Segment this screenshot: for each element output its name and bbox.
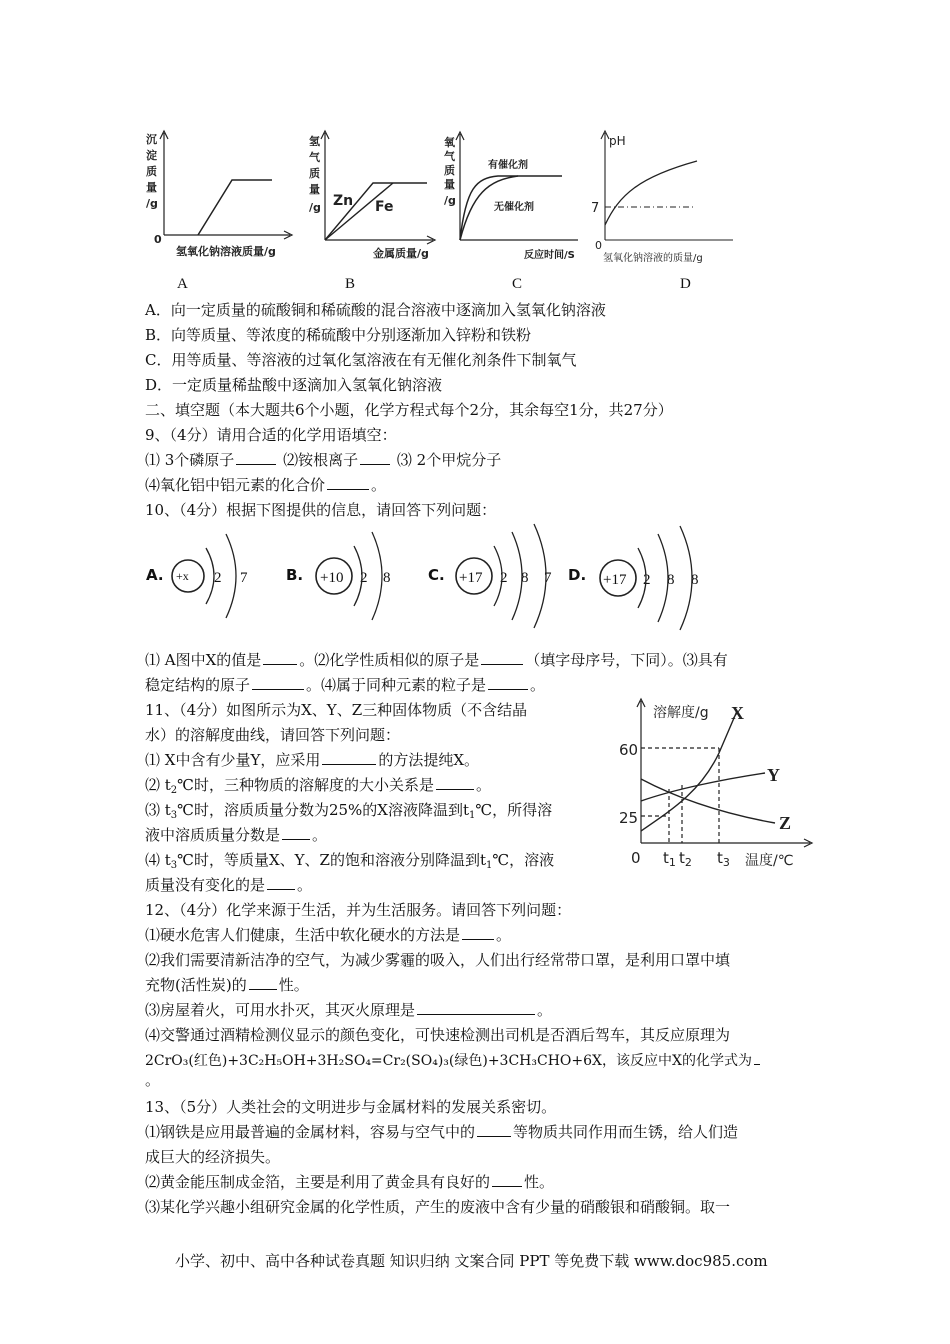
answer-blank[interactable] [327, 475, 369, 490]
atom-d-shell-3: 8 [691, 572, 699, 588]
q13-line-3: ⑵黄金能压制成金箔，主要是利用了黄金具有良好的 性。 [145, 1173, 555, 1191]
caption-b: B [345, 276, 356, 292]
graph-b-fe-label: Fe [375, 199, 394, 215]
answer-blank[interactable] [322, 750, 376, 765]
graph-d-xlabel: 氢氧化钠溶液的质量/g [603, 253, 703, 264]
graph-d-curve [605, 161, 697, 225]
page-footer: 小学、初中、高中各种试卷真题 知识归纳 文案合同 PPT 等免费下载 www.doc985.com [175, 1252, 768, 1270]
q9-title: 9、（4分）请用合适的化学用语填空： [145, 426, 397, 444]
graph-c-ylabel-4: 量 [444, 178, 455, 191]
graph-a-ylabel-5: /g [146, 197, 158, 210]
graph-c-ylabel-5: /g [444, 194, 456, 207]
atom-c-shell-3: 7 [544, 570, 552, 586]
answer-blank[interactable] [236, 450, 276, 465]
q10-line-2: 稳定结构的原子 。⑷属于同种元素的粒子是 。 [145, 676, 546, 694]
sol-z-label: Z [779, 813, 792, 833]
sol-origin: 0 [631, 849, 641, 867]
option-a: A．向一定质量的硫酸铜和稀硫酸的混合溶液中逐滴加入氢氧化钠溶液 [145, 301, 606, 319]
atom-c-label: C. [428, 566, 445, 584]
q11-line-1: 11、（4分）如图所示为X、Y、Z三种固体物质（不含结晶 [145, 701, 528, 719]
graph-a-origin: 0 [154, 233, 162, 246]
caption-c: C [512, 276, 523, 292]
q11-line-2: 水）的溶解度曲线，请回答下列问题： [145, 726, 401, 744]
answer-blank[interactable] [360, 450, 390, 465]
graph-b-zn-label: Zn [333, 193, 354, 209]
graph-b-ylabel-3: 质 [309, 167, 320, 180]
q12-line-5: ⑷交警通过酒精检测仪显示的颜色变化，可快速检测出司机是否酒后驾车，其反应原理为 [145, 1026, 731, 1044]
atom-d-shell-2: 8 [667, 572, 675, 588]
atom-d-charge: +17 [603, 572, 627, 588]
sol-x-curve [641, 711, 737, 831]
graph-d-ylabel: pH [609, 134, 626, 148]
sol-tick-60: 60 [619, 741, 639, 759]
graph-b-ylabel-5: /g [309, 201, 321, 214]
answer-blank[interactable] [282, 825, 310, 840]
q11-line-8: 质量没有变化的是 。 [145, 876, 313, 894]
sol-y-label: Y [767, 765, 780, 785]
solubility-chart [615, 693, 815, 878]
q11-line-4: ⑵ $t_2℃$时，三种物质的溶解度的大小关系是 。 [145, 776, 491, 796]
sol-tick-25: 25 [619, 809, 639, 827]
answer-blank[interactable] [477, 1122, 511, 1137]
graph-b-xlabel: 金属质量/g [373, 247, 429, 260]
answer-blank[interactable] [492, 1172, 522, 1187]
q13-title: 13、（5分）人类社会的文明进步与金属材料的发展关系密切。 [145, 1098, 557, 1116]
answer-blank[interactable] [481, 650, 523, 665]
atom-a-shell-2: 7 [240, 570, 248, 586]
graph-d-tick-7: 7 [591, 201, 600, 216]
graph-c-ylabel-2: 气 [444, 150, 455, 163]
q12-line-3: 充物(活性炭)的 性。 [145, 976, 309, 994]
answer-blank[interactable] [488, 675, 528, 690]
answer-blank[interactable] [252, 675, 304, 690]
q9-part-4: ⑷氧化铝中铝元素的化合价 [145, 476, 326, 494]
graph-a-ylabel-4: 量 [146, 181, 157, 194]
graph-a [140, 125, 300, 270]
q13-line-4: ⑶某化学兴趣小组研究金属的化学性质，产生的废液中含有少量的硝酸银和硝酸铜。取一 [145, 1198, 731, 1216]
atom-a-label: A. [146, 566, 164, 584]
sol-ylabel: 溶解度/g [653, 705, 709, 721]
q9-part-2: ⑵铵根离子 [283, 451, 359, 469]
answer-blank[interactable] [436, 775, 474, 790]
graph-c-ylabel-3: 质 [444, 164, 455, 177]
caption-d: D [680, 276, 691, 292]
answer-blank[interactable] [754, 1050, 760, 1065]
atom-d-label: D. [568, 566, 587, 584]
q9-part-1: ⑴ 3个磷原子 [145, 451, 235, 469]
answer-blank[interactable] [249, 975, 277, 990]
answer-blank[interactable] [263, 650, 297, 665]
option-c: C．用等质量、等溶液的过氧化氢溶液在有无催化剂条件下制氧气 [145, 351, 577, 369]
graph-c-xlabel: 反应时间/S [524, 250, 575, 261]
answer-blank[interactable] [417, 1000, 535, 1015]
answer-blank[interactable] [267, 875, 295, 890]
atom-b-shell-2: 8 [383, 570, 391, 586]
q10-title: 10、（4分）根据下图提供的信息，请回答下列问题： [145, 501, 497, 519]
graph-d-origin: 0 [595, 239, 602, 252]
q12-line-2: ⑵我们需要清新洁净的空气，为减少雾霾的吸入，人们出行经常带口罩，是利用口罩中填 [145, 951, 731, 969]
atom-b-label: B. [286, 566, 304, 584]
section-2-heading: 二、填空题（本大题共6个小题，化学方程式每个2分，其余每空1分，共27分） [145, 401, 673, 419]
sol-t3-label: $t_3$ [717, 849, 730, 869]
graph-c-ylabel-1: 氧 [444, 136, 455, 149]
option-b: B．向等质量、等浓度的稀硫酸中分别逐渐加入锌粉和铁粉 [145, 326, 532, 344]
option-d: D．一定质量稀盐酸中逐滴加入氢氧化钠溶液 [145, 376, 443, 394]
q11-line-3: ⑴ X中含有少量Y，应采用 的方法提纯X。 [145, 751, 480, 769]
q11-line-5: ⑶ $t_3℃$时，溶质质量分数为25%的X溶液降温到$t_1℃$，所得溶 [145, 801, 553, 821]
sol-xlabel: 温度/℃ [745, 853, 794, 869]
atom-c-shell-2: 8 [521, 570, 529, 586]
q11-line-7: ⑷ $t_3℃$时，等质量X、Y、Z的饱和溶液分别降温到$t_1℃$，溶液 [145, 851, 555, 871]
graph-a-ylabel-3: 质 [146, 165, 157, 178]
q12-line-7: 。 [145, 1071, 161, 1089]
graph-a-ylabel-1: 沉 [146, 133, 157, 146]
graph-a-ylabel-2: 淀 [146, 149, 157, 162]
caption-a: A [177, 276, 188, 292]
q9-part-3: ⑶ 2个甲烷分子 [396, 451, 502, 469]
atom-b-shell-1: 2 [360, 570, 368, 586]
atom-c-charge: +17 [459, 570, 483, 586]
graph-b [305, 125, 440, 270]
sol-t2-label: $t_2$ [679, 849, 692, 869]
atom-diagrams [140, 518, 730, 636]
sol-x-label: X [731, 703, 744, 723]
sol-y-curve [641, 773, 765, 801]
graph-c [438, 128, 588, 268]
atom-c-shell-1: 2 [500, 570, 508, 586]
answer-blank[interactable] [462, 925, 494, 940]
graph-a-xlabel: 氢氧化钠溶液质量/g [176, 245, 276, 258]
q12-title: 12、（4分）化学来源于生活，并为生活服务。请回答下列问题： [145, 901, 572, 919]
q9-line-1 [145, 450, 501, 470]
graph-c-catalyst-label: 有催化剂 [488, 160, 528, 171]
q13-line-1: ⑴钢铁是应用最普遍的金属材料，容易与空气中的 等物质共同作用而生锈，给人们造 [145, 1123, 739, 1141]
q12-line-6: 2CrO₃(红色)+3C₂H₅OH+3H₂SO₄=Cr₂(SO₄)₃(绿色)+3CH₃CHO+6X，该反应中X的化学式为 [145, 1050, 762, 1071]
q10-line-1: ⑴ A图中X的值是 。⑵化学性质相似的原子是 （填字母序号，下同）。⑶具有 [145, 651, 728, 669]
q13-line-2: 成巨大的经济损失。 [145, 1148, 281, 1166]
q12-line-4: ⑶房屋着火，可用水扑灭，其灭火原理是 。 [145, 1001, 553, 1019]
q9-line-2: ⑷氧化铝中铝元素的化合价 。 [145, 476, 387, 494]
q12-line-1: ⑴硬水危害人们健康，生活中软化硬水的方法是 。 [145, 926, 512, 944]
graph-b-ylabel-4: 量 [309, 183, 320, 196]
sol-t1-label: $t_1$ [663, 849, 676, 869]
atom-a-charge: +x [176, 569, 189, 583]
graph-b-ylabel-1: 氢 [309, 135, 320, 148]
atom-a-shell-1: 2 [214, 570, 222, 586]
q11-line-6: 液中溶质质量分数是 。 [145, 826, 328, 844]
graph-a-curve [198, 180, 272, 235]
graph-d [585, 125, 740, 270]
atom-b-charge: +10 [320, 570, 344, 586]
graph-b-ylabel-2: 气 [309, 151, 320, 164]
atom-d-shell-1: 2 [643, 572, 651, 588]
graph-c-no-catalyst-label: 无催化剂 [494, 202, 534, 213]
